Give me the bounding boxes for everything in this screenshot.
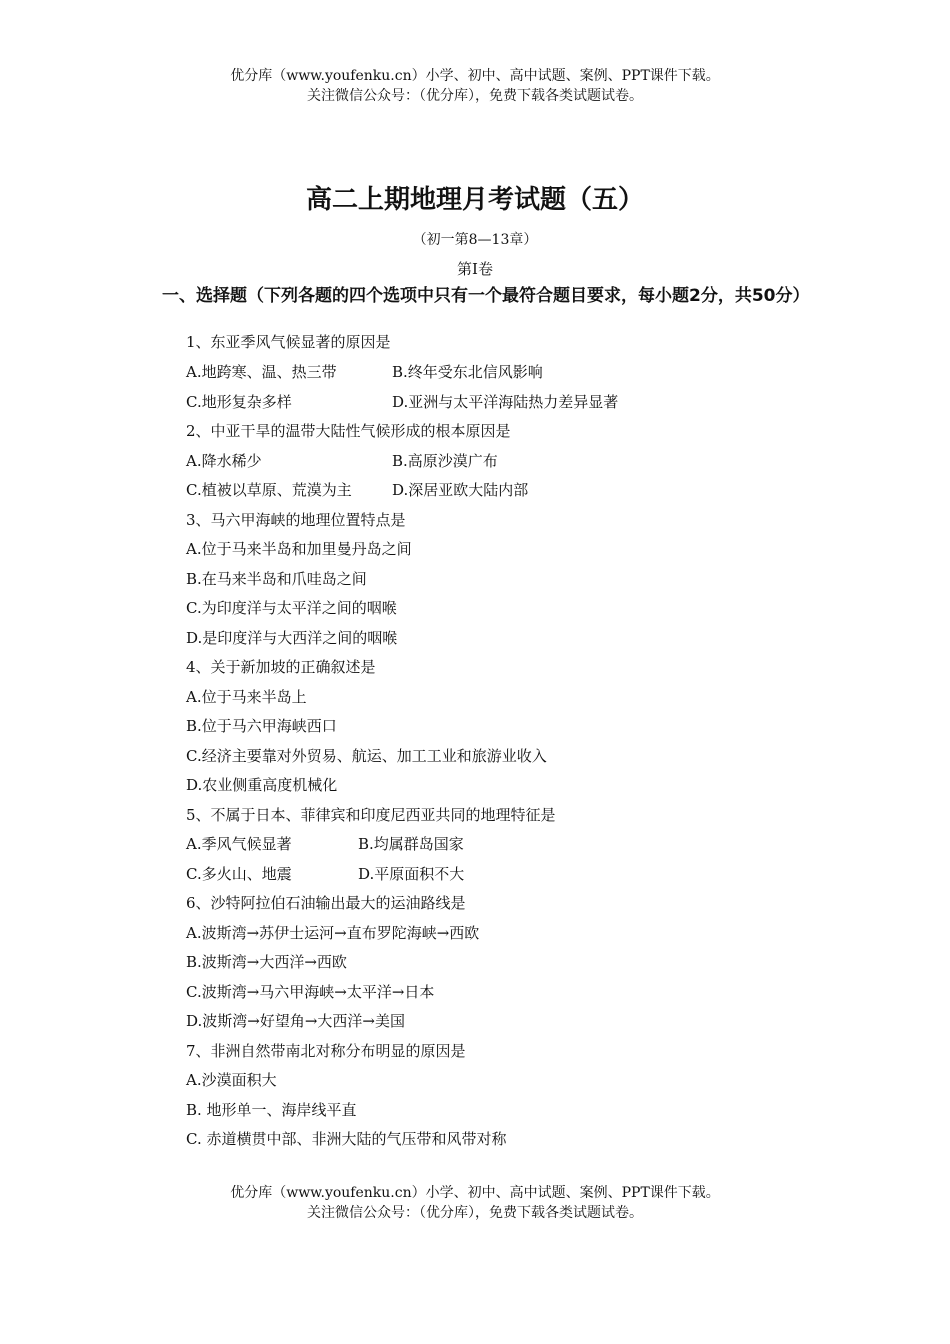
option: A.降水稀少 bbox=[186, 452, 262, 470]
option: B.终年受东北信风影响 bbox=[392, 363, 543, 381]
question-stem: 6、沙特阿拉伯石油输出最大的运油路线是 bbox=[186, 894, 466, 912]
option: D.农业侧重高度机械化 bbox=[186, 776, 338, 794]
question-stem: 7、非洲自然带南北对称分布明显的原因是 bbox=[186, 1042, 466, 1060]
volume-label: 第Ⅰ卷 bbox=[457, 260, 493, 278]
option: B.波斯湾→大西洋→西欧 bbox=[186, 953, 347, 971]
bottom-header bbox=[0, 1183, 950, 1223]
subtitle: （初一第8—13章） bbox=[412, 232, 538, 248]
question-stem: 5、不属于日本、菲律宾和印度尼西亚共同的地理特征是 bbox=[186, 806, 556, 824]
option: D.是印度洋与大西洋之间的咽喉 bbox=[186, 629, 398, 647]
question-stem: 4、关于新加坡的正确叙述是 bbox=[186, 658, 376, 676]
option: A.位于马来半岛和加里曼丹岛之间 bbox=[186, 540, 412, 558]
option: C.多火山、地震 bbox=[186, 865, 292, 883]
option: C.经济主要靠对外贸易、航运、加工工业和旅游业收入 bbox=[186, 747, 547, 765]
header-line-1: 优分库（www.youfenku.cn）小学、初中、高中试题、案例、PPT课件下载。 bbox=[230, 68, 720, 84]
option: B.在马来半岛和爪哇岛之间 bbox=[186, 570, 367, 588]
option: C.地形复杂多样 bbox=[186, 393, 292, 411]
option: A.波斯湾→苏伊士运河→直布罗陀海峡→西欧 bbox=[186, 924, 480, 942]
option: D.亚洲与太平洋海陆热力差异显著 bbox=[392, 393, 619, 411]
option: B. 地形单一、海岸线平直 bbox=[186, 1101, 357, 1119]
option-row bbox=[186, 478, 529, 502]
option: A.位于马来半岛上 bbox=[186, 688, 307, 706]
option: A.季风气候显著 bbox=[186, 835, 292, 853]
option: A.地跨寒、温、热三带 bbox=[186, 363, 337, 381]
option: D.波斯湾→好望角→大西洋→美国 bbox=[186, 1012, 405, 1030]
option: C. 赤道横贯中部、非洲大陆的气压带和风带对称 bbox=[186, 1130, 507, 1148]
option: A.沙漠面积大 bbox=[186, 1071, 277, 1089]
header-line-1: 优分库（www.youfenku.cn）小学、初中、高中试题、案例、PPT课件下载。 bbox=[230, 1185, 720, 1201]
option: B.均属群岛国家 bbox=[358, 835, 464, 853]
question-stem: 2、中亚干旱的温带大陆性气候形成的根本原因是 bbox=[186, 422, 511, 440]
page-title: 高二上期地理月考试题（五） bbox=[305, 185, 644, 215]
question-stem: 3、马六甲海峡的地理位置特点是 bbox=[186, 511, 406, 529]
option: D.深居亚欧大陆内部 bbox=[392, 481, 529, 499]
option: D.平原面积不大 bbox=[358, 865, 465, 883]
option: C.为印度洋与太平洋之间的咽喉 bbox=[186, 599, 397, 617]
option: B.位于马六甲海峡西口 bbox=[186, 717, 337, 735]
option: C.植被以草原、荒漠为主 bbox=[186, 481, 352, 499]
option-row bbox=[186, 360, 543, 384]
section-heading: 一、选择题（下列各题的四个选项中只有一个最符合题目要求，每小题2分，共50分） bbox=[162, 286, 810, 306]
option: B.高原沙漠广布 bbox=[392, 452, 498, 470]
option: C.波斯湾→马六甲海峡→太平洋→日本 bbox=[186, 983, 435, 1001]
header-line-2: 关注微信公众号：（优分库），免费下载各类试题试卷。 bbox=[307, 88, 643, 104]
header-line-2: 关注微信公众号：（优分库），免费下载各类试题试卷。 bbox=[307, 1205, 643, 1221]
option-row bbox=[186, 390, 619, 414]
option-row bbox=[186, 449, 498, 473]
top-header bbox=[0, 66, 950, 106]
option-row bbox=[186, 832, 464, 856]
question-stem: 1、东亚季风气候显著的原因是 bbox=[186, 333, 391, 351]
option-row bbox=[186, 862, 465, 886]
